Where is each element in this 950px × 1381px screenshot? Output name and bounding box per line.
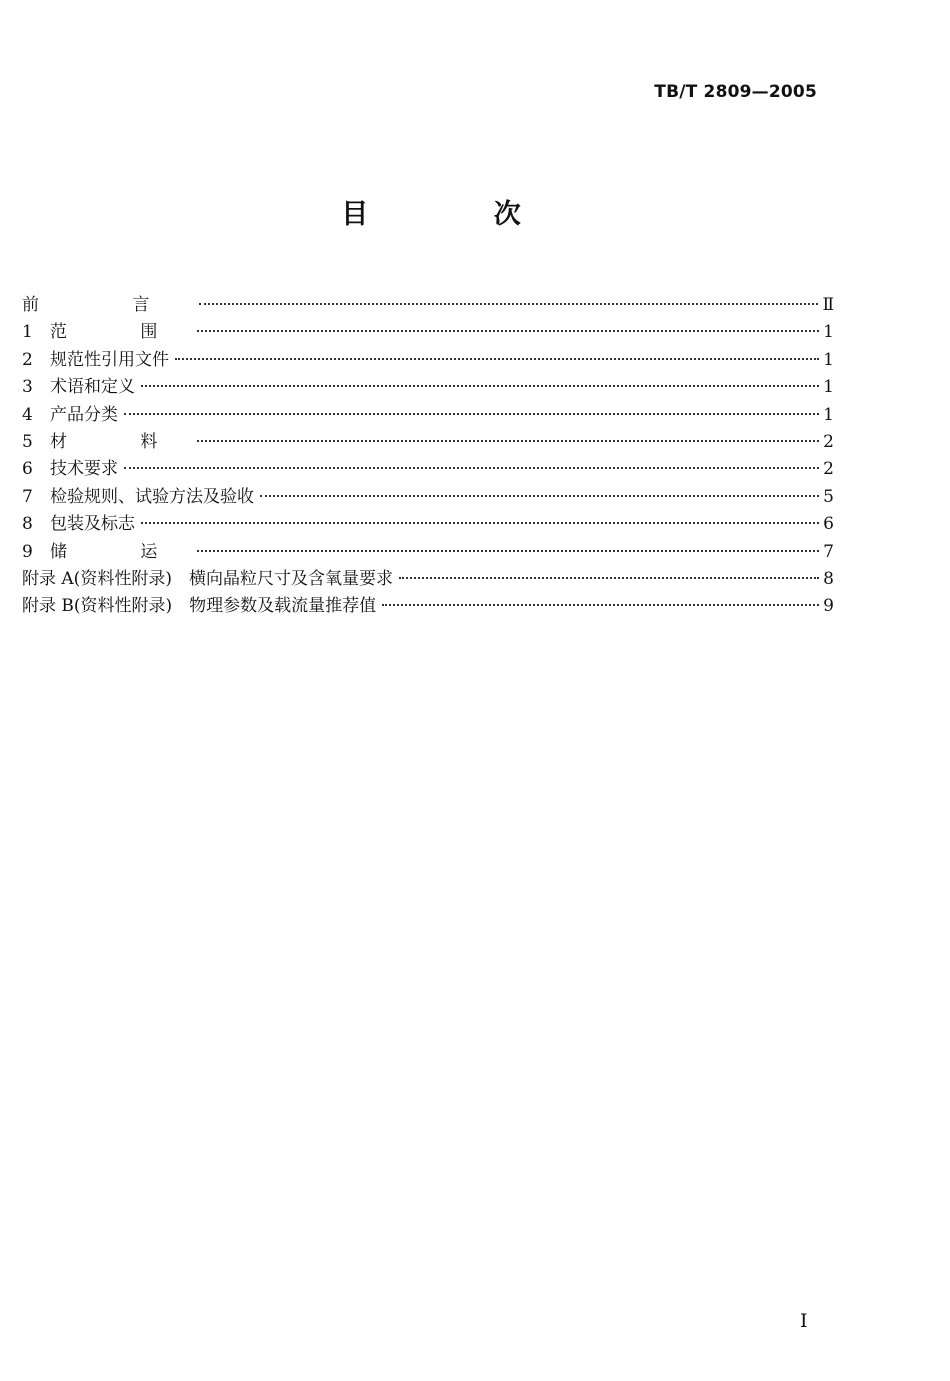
toc-entry-number: 1 — [22, 322, 33, 343]
toc-entry-label: 材 料 — [50, 431, 192, 452]
toc-entry-label: 检验规则、试验方法及验收 — [50, 486, 254, 507]
toc-entry-label: 规范性引用文件 — [50, 349, 169, 370]
toc-entry-storage-transport[interactable] — [22, 539, 834, 566]
toc-leader-dots — [199, 303, 818, 305]
toc-entry-label: 前 言 — [22, 295, 194, 315]
toc-entry-foreword[interactable] — [22, 292, 834, 319]
toc-leader-dots — [141, 522, 819, 524]
page-number: I — [800, 1310, 808, 1332]
toc-entry-number: 9 — [22, 541, 33, 562]
toc-entry-page: 5 — [823, 486, 834, 507]
toc-entry-label: 附录 B(资料性附录) 物理参数及载流量推荐值 — [22, 596, 377, 617]
toc-leader-dots — [197, 550, 819, 552]
toc-entry-technical-requirements[interactable] — [22, 456, 834, 483]
toc-entry-annex-b[interactable] — [22, 593, 834, 620]
toc-leader-dots — [124, 413, 819, 415]
toc-entry-number: 7 — [22, 486, 33, 507]
standard-number: TB/T 2809—2005 — [654, 82, 817, 102]
toc-entry-scope[interactable] — [22, 319, 834, 346]
toc-entry-page: 2 — [823, 431, 834, 452]
toc-entry-label: 范 围 — [50, 322, 192, 343]
toc-leader-dots — [124, 467, 819, 469]
toc-entry-page: 8 — [823, 568, 834, 589]
toc-entry-inspection-rules[interactable] — [22, 484, 834, 511]
toc-entry-label: 附录 A(资料性附录) 横向晶粒尺寸及含氧量要求 — [22, 568, 393, 589]
toc-leader-dots — [141, 385, 819, 387]
toc-entry-page: 1 — [823, 404, 834, 425]
page-title: 目 次 — [341, 199, 579, 230]
toc-entry-number: 8 — [22, 514, 33, 535]
toc-entry-label: 包装及标志 — [50, 514, 135, 535]
toc-entry-number: 2 — [22, 349, 33, 370]
toc-entry-page: 1 — [823, 322, 834, 343]
toc-entry-page: 9 — [823, 596, 834, 617]
toc-entry-classification[interactable] — [22, 402, 834, 429]
toc-leader-dots — [260, 495, 819, 497]
toc-entry-label: 储 运 — [50, 541, 192, 562]
toc-entry-label: 技术要求 — [50, 459, 118, 480]
toc-leader-dots — [197, 330, 819, 332]
toc-entry-page: 1 — [823, 377, 834, 398]
toc-entry-page: 1 — [823, 349, 834, 370]
toc-entry-page: 2 — [823, 459, 834, 480]
toc-entry-normative-references[interactable] — [22, 347, 834, 374]
toc-entry-page: Ⅱ — [822, 295, 834, 315]
toc-entry-number: 5 — [22, 431, 33, 452]
toc-entry-label: 产品分类 — [50, 404, 118, 425]
toc-entry-number: 3 — [22, 377, 33, 398]
toc-entry-page: 7 — [823, 541, 834, 562]
toc-entry-packaging-marking[interactable] — [22, 511, 834, 538]
toc-entry-number: 6 — [22, 459, 33, 480]
toc-entry-annex-a[interactable] — [22, 566, 834, 593]
table-of-contents — [22, 292, 834, 621]
toc-entry-page: 6 — [823, 514, 834, 535]
toc-leader-dots — [197, 440, 819, 442]
toc-leader-dots — [382, 604, 819, 606]
toc-leader-dots — [399, 577, 819, 579]
toc-entry-terms-definitions[interactable] — [22, 374, 834, 401]
toc-entry-label: 术语和定义 — [50, 377, 135, 398]
toc-entry-number: 4 — [22, 404, 33, 425]
toc-leader-dots — [175, 358, 819, 360]
toc-entry-materials[interactable] — [22, 429, 834, 456]
